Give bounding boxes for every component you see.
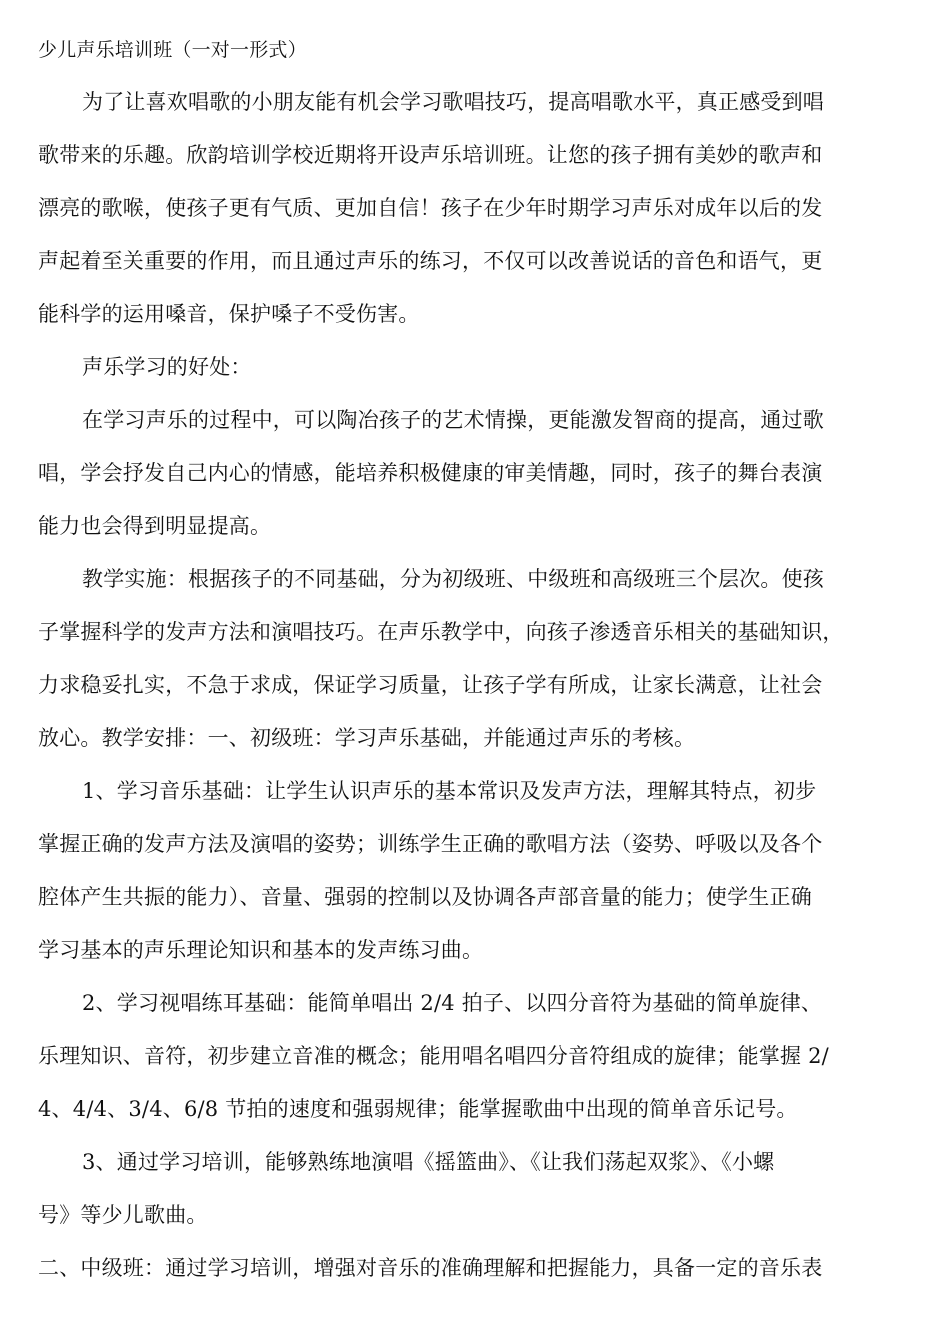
text-line: 掌握正确的发声方法及演唱的姿势；训练学生正确的歌唱方法（姿势、呼吸以及各个 [38,832,823,856]
paragraph-teaching [38,553,918,765]
text-line: 歌带来的乐趣。欣韵培训学校近期将开设声乐培训班。让您的孩子拥有美妙的歌声和 [38,143,823,167]
text-line: 1、学习音乐基础：让学生认识声乐的基本常识及发声方法，理解其特点，初步 [82,779,817,803]
text-line: 漂亮的歌喉，使孩子更有气质、更加自信！孩子在少年时期学习声乐对成年以后的发 [38,196,823,220]
paragraph-benefits [38,394,918,553]
paragraph-item-2 [38,977,918,1136]
text-line: 为了让喜欢唱歌的小朋友能有机会学习歌唱技巧，提高唱歌水平，真正感受到唱 [82,90,824,114]
text-line: 在学习声乐的过程中，可以陶冶孩子的艺术情操，更能激发智商的提高，通过歌 [82,408,824,432]
text-line: 能科学的运用嗓音，保护嗓子不受伤害。 [38,302,420,326]
text-line: 4、4/4、3/4、6/8 节拍的速度和强弱规律；能掌握歌曲中出现的简单音乐记号。 [38,1097,798,1121]
paragraph-intro [38,76,918,341]
text-line: 腔体产生共振的能力）、音量、强弱的控制以及协调各声部音量的能力；使学生正确 [38,885,812,909]
text-line: 乐理知识、音符，初步建立音准的概念；能用唱名唱四分音符组成的旋律；能掌握 2/ [38,1044,829,1068]
text-line: 子掌握科学的发声方法和演唱技巧。在声乐教学中，向孩子渗透音乐相关的基础知识， [38,620,844,644]
text-line: 二、中级班：通过学习培训，增强对音乐的准确理解和把握能力，具备一定的音乐表 [38,1256,823,1280]
text-line: 号》等少儿歌曲。 [38,1203,208,1227]
text-line: 能力也会得到明显提高。 [38,514,272,538]
document-page [38,30,918,1295]
paragraph-item-1 [38,765,918,977]
text-line: 力求稳妥扎实，不急于求成，保证学习质量，让孩子学有所成，让家长满意，让社会 [38,673,823,697]
text-line: 放心。教学安排：一、初级班：学习声乐基础，并能通过声乐的考核。 [38,726,696,750]
text-line: 教学实施：根据孩子的不同基础，分为初级班、中级班和高级班三个层次。使孩 [82,567,824,591]
text-line: 学习基本的声乐理论知识和基本的发声练习曲。 [38,938,484,962]
text-line: 2、学习视唱练耳基础：能简单唱出 2/4 拍子、以四分音符为基础的简单旋律、 [82,991,823,1015]
section-heading: 声乐学习的好处： [82,355,252,379]
text-line: 3、通过学习培训，能够熟练地演唱《摇篮曲》、《让我们荡起双浆》、《小螺 [82,1150,775,1174]
paragraph-item-3 [38,1136,918,1242]
document-title: 少儿声乐培训班（一对一形式） [38,39,307,61]
text-line: 声起着至关重要的作用，而且通过声乐的练习，不仅可以改善说话的音色和语气，更 [38,249,823,273]
paragraph-benefits-heading [38,341,918,394]
paragraph-intermediate [38,1242,918,1295]
text-line: 唱，学会抒发自己内心的情感，能培养积极健康的审美情趣，同时，孩子的舞台表演 [38,461,823,485]
